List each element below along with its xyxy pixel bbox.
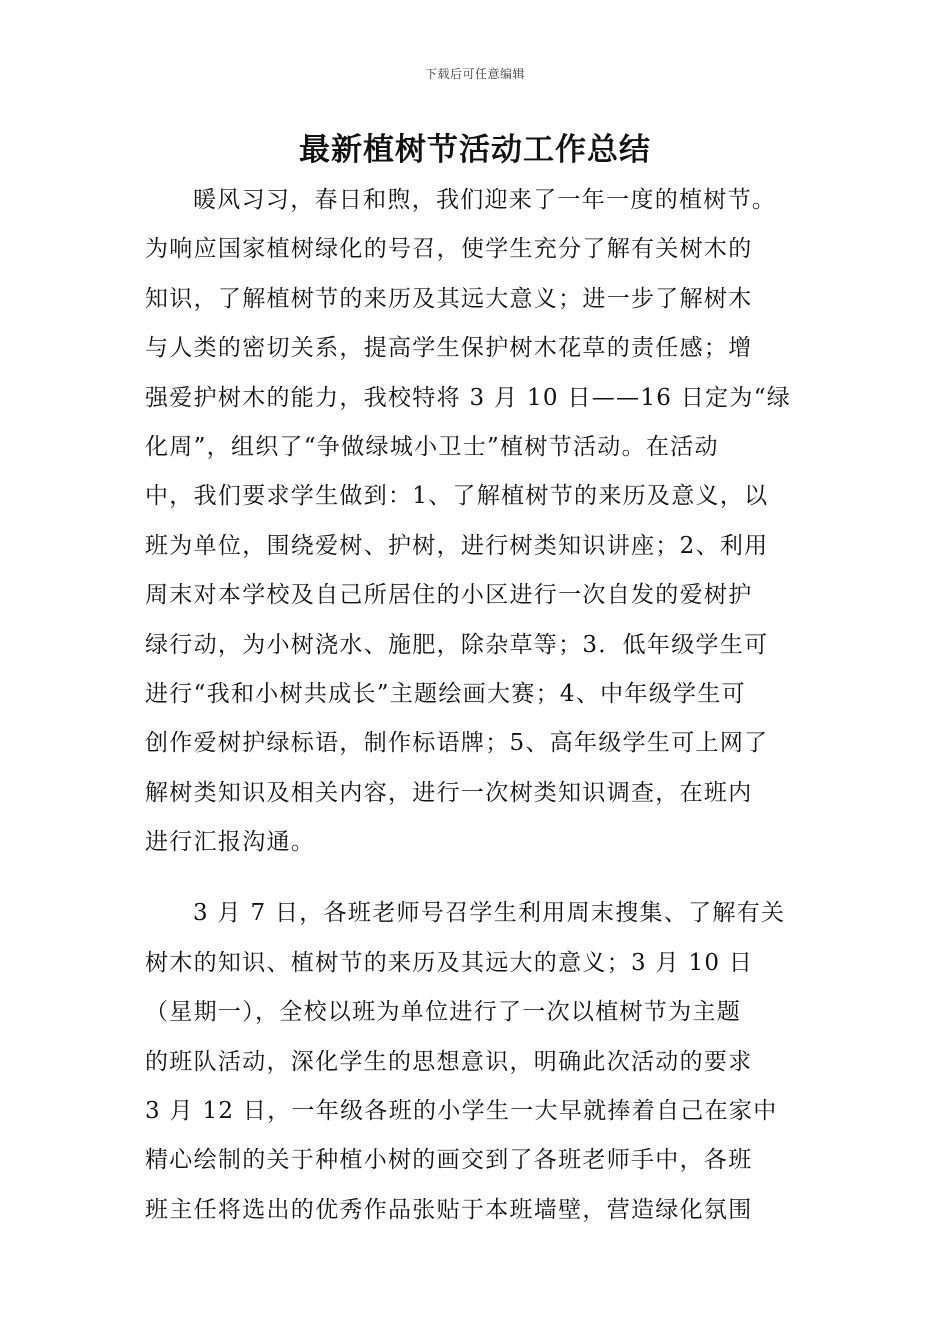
text-line: 进行“我和小树共成长”主题绘画大赛；4、中年级学生可 [145,680,746,707]
document-body [145,176,815,1235]
text-line: 与人类的密切关系，提高学生保护树木花草的责任感；增 [145,335,753,362]
text-line: 精心绘制的关于种植小树的画交到了各班老师手中，各班 [145,1147,753,1174]
text-line: 创作爱树护绿标语，制作标语牌；5、高年级学生可上网了 [145,730,769,757]
text-line: 解树类知识及相关内容，进行一次树类知识调查，在班内 [145,779,753,806]
text-line: 知识，了解植树节的来历及其远大意义；进一步了解树木 [145,285,753,312]
text-line: 中，我们要求学生做到：1、了解植树节的来历及意义，以 [145,483,769,510]
text-line: 班主任将选出的优秀作品张贴于本班墙壁，营造绿化氛围 [145,1196,753,1223]
text-line: 周末对本学校及自己所居住的小区进行一次自发的爱树护 [145,582,753,609]
text-line: 的班队活动，深化学生的思想意识，明确此次活动的要求 [145,1048,753,1075]
text-line: 化周”，组织了“争做绿城小卫士”植树节活动。在活动 [145,433,719,460]
paragraph-spacer [145,867,815,889]
text-line: 强爱护树木的能力，我校特将 3 月 10 日——16 日定为“绿 [145,384,792,411]
header-note: 下载后可任意编辑 [424,67,525,81]
text-line: 3 月 7 日，各班老师号召学生利用周末搜集、了解有关 [193,900,786,927]
text-line: 为响应国家植树绿化的号召，使学生充分了解有关树木的 [145,236,753,263]
paragraph-2 [145,889,815,1235]
paragraph-1 [145,176,815,867]
text-line: 绿行动，为小树浇水、施肥，除杂草等；3．低年级学生可 [145,631,769,658]
text-line: 班为单位，围绕爱树、护树，进行树类知识讲座；2、利用 [145,532,769,559]
text-line: 暖风习习，春日和煦，我们迎来了一年一度的植树节。 [193,187,777,213]
text-line: 3 月 12 日，一年级各班的小学生一大早就捧着自己在家中 [145,1098,778,1125]
document-title: 最新植树节活动工作总结 [299,132,651,168]
text-line: 树木的知识、植树节的来历及其远大的意义；3 月 10 日 [145,949,754,976]
text-line: （星期一），全校以班为单位进行了一次以植树节为主题 [145,999,741,1026]
text-line: 进行汇报沟通。 [145,829,316,856]
